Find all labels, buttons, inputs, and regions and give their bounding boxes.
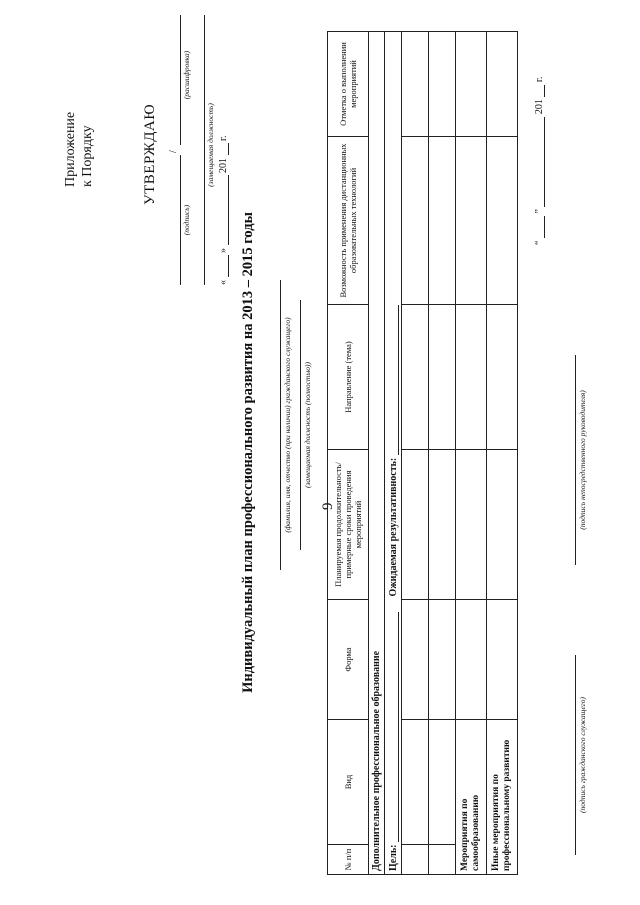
date-close-quote: » [218,248,229,253]
approval-date [218,136,229,285]
header-completion: Отметка о выполнении мероприятий [328,32,369,137]
header-kind: Вид [328,720,369,845]
manager-signature-line [575,355,576,565]
header-direction: Направление (тема) [328,305,369,450]
name-caption: (фамилия, имя, отчество (при наличии) гражданского служащего) [283,317,292,533]
position-caption: (замещаемая должность (полностью)) [303,361,312,489]
table-cell [429,137,456,305]
table-cell [429,450,456,600]
table-cell [429,720,456,845]
header-duration: Планируемая продолжительность/примерные сроки проведения мероприятий [328,450,369,600]
plan-title: Индивидуальный план профессионального развития на 2013 – 2015 годы [240,212,256,693]
table-cell [402,137,429,305]
table-cell [402,845,429,875]
appendix-line-1: Приложение [63,111,78,187]
table-cell [487,32,518,137]
signature-caption: (подпись) [182,204,191,236]
approval-year: 201 [218,158,229,173]
footer-date-open-quote: “ [534,240,545,245]
self-education-label: Мероприятия по самообразованию [456,720,487,875]
approval-year-suffix: г. [218,135,229,141]
year-blank [219,144,229,156]
appendix-line-2: к Порядку [80,125,95,187]
table-cell [487,450,518,600]
footer-date [534,77,545,245]
table-header-row [328,32,369,875]
section-title: Дополнительное профессиональное образование [369,32,385,875]
expected-blank [389,305,399,455]
employee-signature-line [575,655,576,855]
footer-date-close-quote: ” [534,209,545,214]
table-cell [402,450,429,600]
decryption-caption: (расшифровка) [182,50,191,100]
plan-table [327,31,518,875]
table-cell [456,137,487,305]
table-cell [487,305,518,450]
appendix-note [62,77,96,187]
goal-row [385,32,402,875]
date-open-quote: « [218,280,229,285]
footer-month-blank [535,117,545,207]
footer-year-blank [535,85,545,97]
table-cell [429,32,456,137]
header-distance: Возможность применения дистанционных образовательных технологий [328,137,369,305]
table-cell [456,305,487,450]
employee-signature-caption: (подпись гражданского служащего) [578,697,587,813]
section-row [369,32,385,875]
position-fill-line [300,300,301,550]
table-cell [429,845,456,875]
expected-cell [385,32,402,600]
footer-year-suffix: г. [534,76,545,83]
table-row [429,32,456,875]
self-education-row [456,32,487,875]
manager-signature-caption: (подпись непосредственного руководителя) [578,390,587,530]
table-cell [487,600,518,720]
page-number: 9 [320,502,336,510]
other-activities-label: Иные мероприятия по профессиональному развитию [487,720,518,875]
table-cell [456,32,487,137]
table-row [402,32,429,875]
table-cell [456,600,487,720]
name-line [280,280,281,570]
goal-cell [385,600,402,875]
other-activities-row [487,32,518,875]
table-cell [456,450,487,600]
header-number: № п/п [328,845,369,875]
header-form: Форма [328,600,369,720]
table-cell [487,137,518,305]
month-blank [219,176,229,246]
signature-line [180,155,181,285]
day-blank [219,256,229,278]
goal-blank [389,612,399,842]
footer-year: 201 [534,99,545,115]
approval-title: УТВЕРЖДАЮ [142,103,158,205]
table-cell [429,600,456,720]
footer-day-blank [535,216,545,238]
table-cell [402,600,429,720]
table-cell [402,32,429,137]
decryption-line [180,15,181,145]
table-cell [429,305,456,450]
position-line [204,15,205,285]
position-caption-approval: (замещаемая должность) [206,103,215,187]
approval-slash: / [168,150,179,153]
table-cell [402,720,429,845]
table-cell [402,305,429,450]
expected-label: Ожидаемая результативность: [387,457,399,597]
goal-label: Цель: [387,844,399,871]
